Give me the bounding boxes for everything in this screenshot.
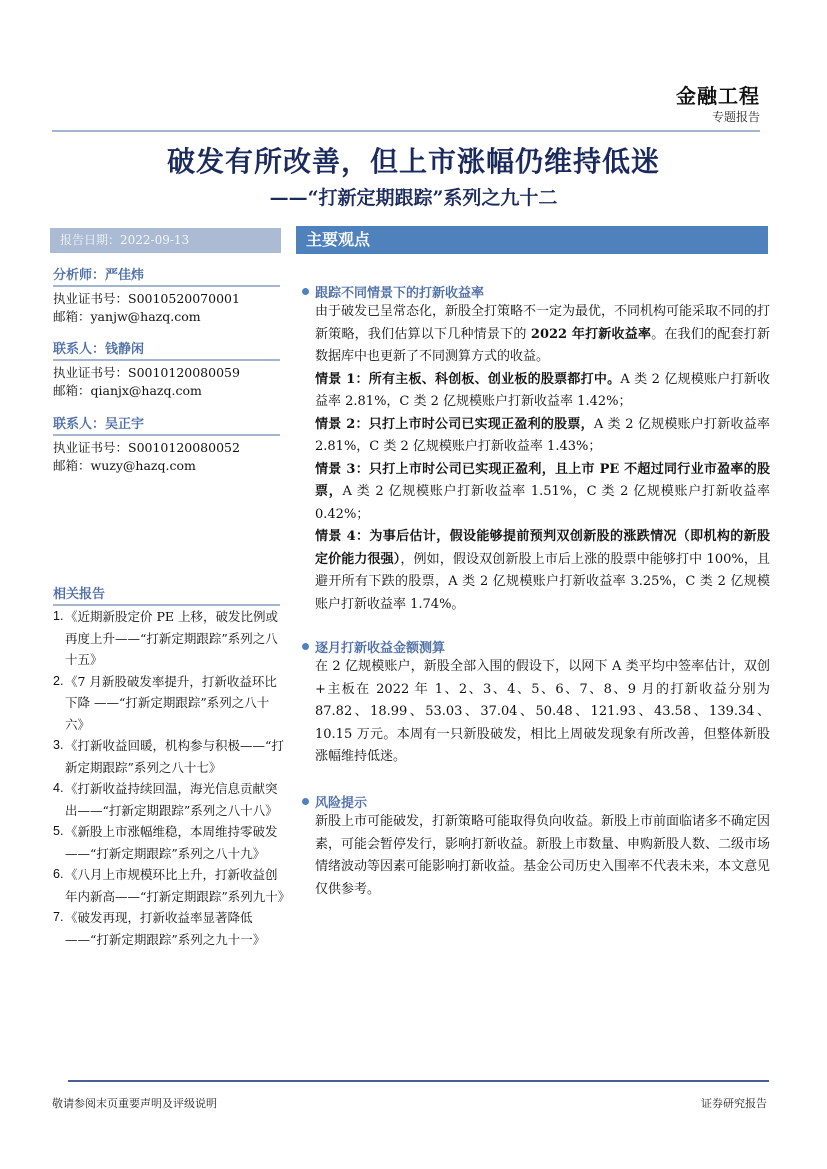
contact-email[interactable]: 邮箱：qianjx@hazq.com [53, 383, 202, 398]
related-reports-list [53, 606, 291, 950]
section-monthly-returns [300, 637, 770, 769]
section-heading: 风险提示 [315, 796, 368, 811]
scenario-text: A 类 2 亿规模账户打新收益率 2.81%，C 类 2 亿规模账户打新收益率 1.42%； [315, 371, 770, 409]
contact-block-1 [53, 338, 280, 400]
intro-emphasis: 2022 年打新收益率 [530, 326, 652, 342]
contact-cert: 执业证书号：S0010120080052 [53, 440, 240, 455]
report-number: 2. [53, 673, 64, 688]
section-text: 新股上市可能破发，打新策略可能取得负向收益。新股上市前面临诸多不确定因素，可能会暂停发行，影响打新收益。新股上市数量、申购新股人数、二级市场情绪波动等因素可能影响打新收益。基金公司历史入围率不代表未来，本文意见仅供参考。 [315, 814, 771, 897]
report-title: 《7 月新股破发率提升，打新收益环比下降 ——“打新定期跟踪”系列之八十六》 [65, 673, 277, 732]
related-report-item[interactable] [53, 907, 285, 950]
scenario-3 [300, 459, 770, 527]
related-report-item[interactable] [53, 821, 285, 864]
page-title: 破发有所改善，但上市涨幅仍维持低迷 [166, 145, 660, 178]
report-category: 金融工程 [676, 84, 760, 108]
contact-name: 联系人：钱静闲 [53, 338, 280, 361]
report-date-bar: 报告日期：2022-09-13 [50, 228, 281, 253]
scenario-title: 情景 2：只打上市时公司已实现正盈利的股票， [315, 416, 594, 432]
report-number: 6. [53, 867, 64, 881]
analyst-name: 分析师：严佳炜 [53, 264, 280, 287]
scenario-2 [300, 414, 770, 459]
related-report-item[interactable] [53, 671, 285, 736]
analyst-cert: 执业证书号：S0010520070001 [53, 291, 240, 306]
page-subtitle: ——“打新定期跟踪”系列之九十二 [269, 187, 558, 209]
report-type: 专题报告 [711, 110, 760, 124]
contact-cert: 执业证书号：S0010120080059 [53, 365, 240, 380]
report-number: 3. [53, 738, 64, 752]
section-risk-warning [300, 792, 770, 901]
related-report-item[interactable] [53, 864, 291, 907]
related-report-item[interactable] [53, 735, 285, 778]
scenario-text: ，例如，假设双创新股上市后上涨的股票中能够打中 100%，且避开所有下跌的股票，A 类 2 亿规模账户打新收益率 3.25%，C 类 2 亿规模账户打新收益率 1.74%。 [315, 551, 770, 612]
scenario-title: 情景 1：所有主板、科创板、创业板的股票都打中。 [315, 371, 621, 387]
main-viewpoints-bar: 主要观点 [296, 226, 768, 254]
scenario-text: A 类 2 亿规模账户打新收益率 2.81%，C 类 2 亿规模账户打新收益率 1.43%； [315, 416, 770, 454]
footer-disclaimer-link[interactable]: 敬请参阅末页重要声明及评级说明 [52, 1097, 217, 1110]
section-scenario-returns [300, 282, 770, 616]
section-heading: 逐月打新收益金额测算 [315, 641, 446, 656]
report-number: 1. [53, 609, 64, 623]
report-title: 《打新收益持续回温，海光信息贡献突出——“打新定期跟踪”系列之八十八》 [65, 781, 278, 818]
report-title: 《八月上市规模环比上升，打新收益创年内新高——“打新定期跟踪”系列九十》 [65, 867, 291, 904]
section-text: 在 2 亿规模账户，新股全部入围的假设下，以网下 A 类平均中签率估计，双创+主板在 2022 年 1、2、3、4、5、6、7、8、9 月的打新收益分别为 87.82、18.99、53.03、37.04、50.48、121.93、43.58、139.34、10.15 万元。本周有一只新股破发，相比上周破发现象有所改善，但整体新股涨幅维持低迷。 [315, 659, 770, 764]
related-report-item[interactable] [53, 606, 285, 671]
bullet-icon [302, 798, 309, 805]
intro-text-end: 。在我们的配套打新数据库中也更新了不同测算方式的收益。 [315, 326, 770, 364]
contact-email[interactable]: 邮箱：wuzy@hazq.com [53, 458, 196, 473]
contact-name: 联系人：吴正宇 [53, 413, 280, 436]
report-title: 《新股上市涨幅维稳，本周维持零破发——“打新定期跟踪”系列之八十九》 [65, 824, 278, 861]
scenario-text: A 类 2 亿规模账户打新收益率 1.51%，C 类 2 亿规模账户打新收益率 0.42%； [315, 484, 770, 522]
footer-divider [68, 1080, 769, 1082]
contact-block-2 [53, 413, 280, 475]
scenario-4 [300, 526, 770, 616]
header-divider [52, 130, 760, 132]
report-title: 《近期新股定价 PE 上移，破发比例或再度上升——“打新定期跟踪”系列之八十五》 [65, 609, 278, 667]
bullet-icon [302, 643, 309, 650]
scenario-1 [300, 369, 770, 414]
intro-text: 由于破发已呈常态化，新股全打策略不一定为最优，不同机构可能采取不同的打新策略，我们估算以下几种情景下的 [315, 304, 771, 342]
footer-doc-type: 证券研究报告 [701, 1097, 767, 1110]
scenario-title: 情景 4：为事后估计，假设能够提前预判双创新股的涨跌情况（即机构的新股定价能力很强） [315, 529, 770, 567]
analyst-email[interactable]: 邮箱：yanjw@hazq.com [53, 309, 201, 324]
report-title: 《破发再现，打新收益率显著降低——“打新定期跟踪”系列之九十一》 [65, 910, 266, 947]
related-report-item[interactable] [53, 778, 285, 821]
bullet-icon [302, 288, 309, 295]
report-number: 5. [53, 824, 64, 838]
report-number: 4. [53, 781, 64, 795]
scenario-title: 情景 3：只打上市时公司已实现正盈利，且上市 PE 不超过同行业市盈率的股票， [315, 461, 770, 499]
analyst-block-1 [53, 264, 280, 326]
section-heading: 跟踪不同情景下的打新收益率 [315, 286, 485, 301]
related-reports-title: 相关报告 [53, 583, 280, 606]
report-number: 7. [53, 910, 64, 924]
report-title: 《打新收益回暖，机构参与积极——“打新定期跟踪”系列之八十七》 [65, 738, 284, 775]
section-intro [300, 301, 770, 369]
